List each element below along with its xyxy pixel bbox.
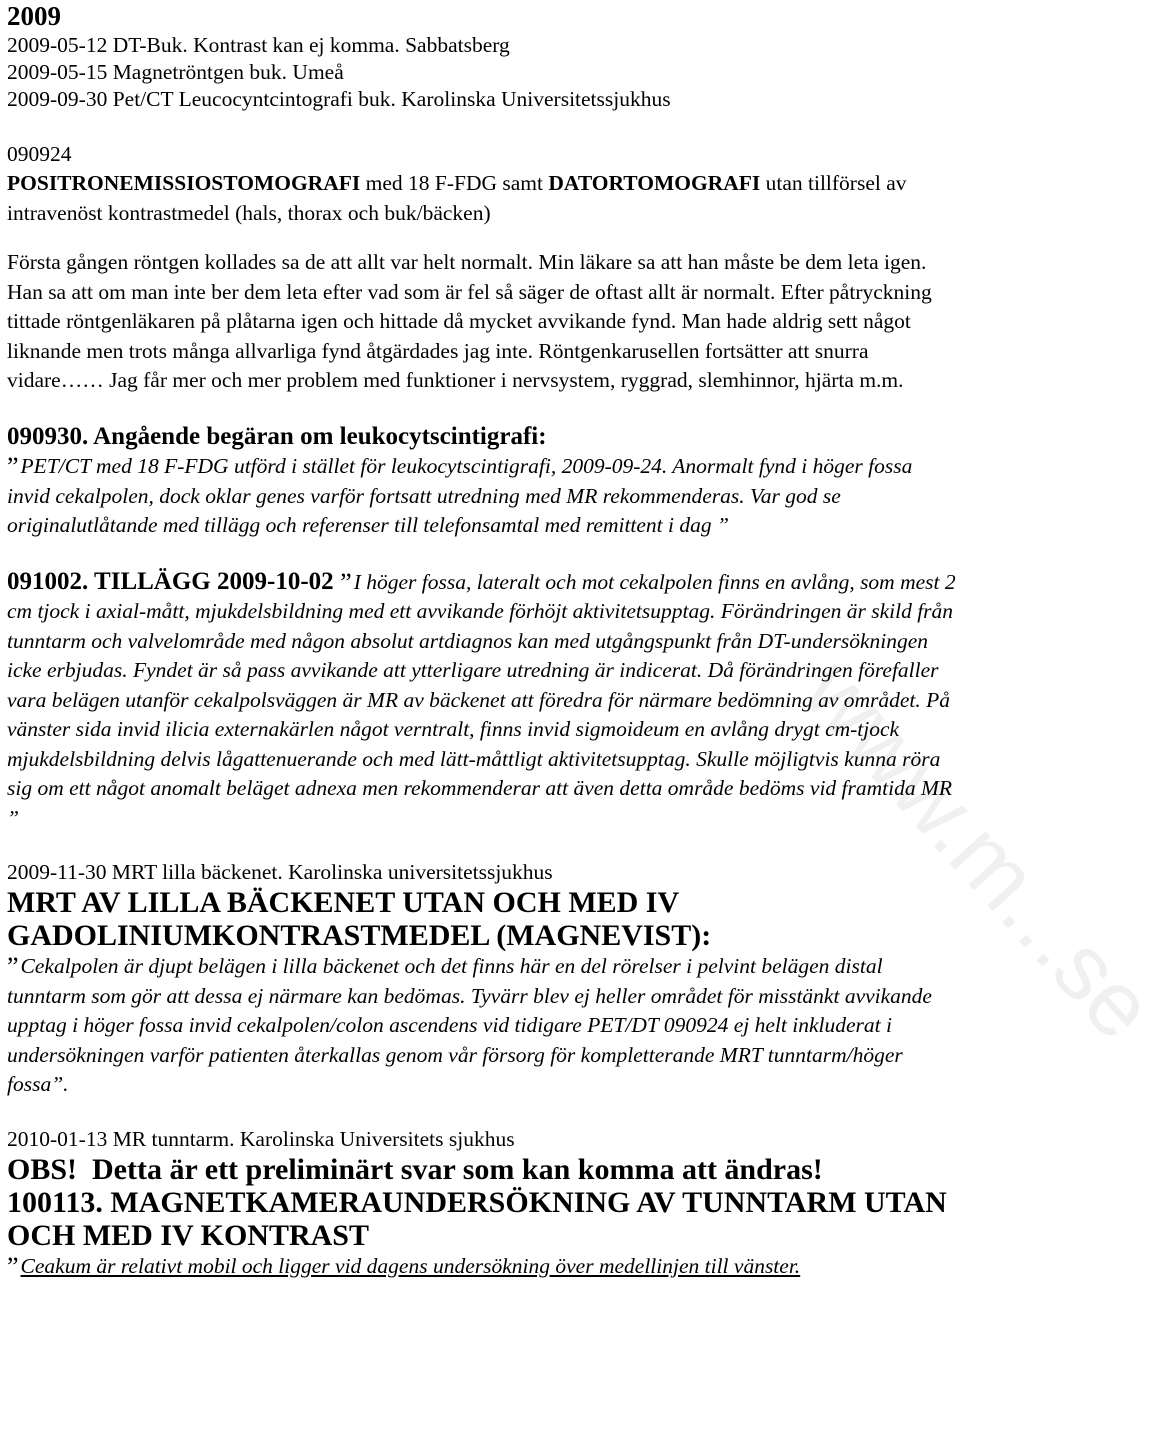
visit-line: 2009-05-12 DT-Buk. Kontrast kan ej komma. Sabbatsberg [7,33,510,57]
pet-title-4: utan tillförsel av intravenöst kontrastmedel (hals, thorax och buk/bäcken) [7,171,907,225]
leuko-section [7,422,957,541]
pet-description [7,169,957,228]
pet-date: 090924 [7,142,72,166]
leuko-heading: 090930. Angående begäran om leukocytscintigrafi: [7,422,547,450]
mrt-section [7,952,957,1100]
tillagg-section [7,567,957,834]
mrt-visit-line: 2009-11-30 MRT lilla bäckenet. Karolinska universitetssjukhus [7,860,553,884]
visit-line: 2009-09-30 Pet/CT Leucocyntcintografi buk. Karolinska Universitetssjukhus [7,87,671,111]
mrt-heading: MRT AV LILLA BÄCKENET UTAN OCH MED IV GADOLINIUMKONTRASTMEDEL (MAGNEVIST): [7,886,712,952]
mr2-heading: 100113. MAGNETKAMERAUNDERSÖKNING AV TUNNTARM UTAN OCH MED IV KONTRAST [7,1185,947,1252]
year-heading: 2009 [7,1,61,31]
quote-mark: ” [7,952,19,981]
leuko-body: PET/CT med 18 F-FDG utförd i stället för leukocytscintigrafi, 2009-09-24. Anormalt fynd i höger fossa invid cekalpolen, dock oklar genes varför fortsatt utredning med MR rekommenderas. Var god se originalutlåtande med tillägg och referenser till telefonsamtal med remittent i dag ” [7,454,913,537]
quote-mark: ” [7,1251,19,1281]
quote-mark: ” [7,452,19,481]
watermark: www.m...se [783,640,1174,1059]
pet-title-3: DATORTOMOGRAFI [548,171,761,195]
tillagg-heading: 091002. TILLÄGG 2009-10-02 [7,567,334,595]
mrt-body: Cekalpolen är djupt belägen i lilla bäckenet och det finns här en del rörelser i pelvint belägen distal tunntarm som gör att dessa ej närmare kan bedömas. Tyvärr blev ej heller området för misstänkt avvikande upptag i höger fossa invid cekalpolen/colon ascendens vid tidigare PET/DT 090924 ej helt inkluderat i undersökningen varför patienten återkallas genom vår försorg för kompletterande MRT tunntarm/höger fossa”. [7,954,932,1096]
mr2-visit-line: 2010-01-13 MR tunntarm. Karolinska Universitets sjukhus [7,1126,515,1151]
document-page [7,0,957,1281]
quote-mark: ” [333,567,352,597]
patient-commentary: Första gången röntgen kollades sa de att allt var helt normalt. Min läkare sa att han måste be dem leta igen. Han sa att om man inte ber dem leta efter vad som är fel så säger de oftast allt är normalt. Efter påtryckning tittade röntgenläkaren på plåtarna igen och hittade då mycket avvikande fynd. Man hade aldrig sett något liknande men trots många allvarliga fynd åtgärdades jag inte. Röntgenkarusellen fortsätter att snurra vidare…… Jag får mer och mer problem med funktioner i nervsystem, ryggrad, slemhinnor, hjärta m.m. [7,250,932,392]
pet-title-2: med 18 F-FDG samt [360,171,549,195]
mr2-body: Ceakum är relativt mobil och ligger vid dagens undersökning över medellinjen till vänster. [20,1253,801,1278]
pet-title-1: POSITRONEMISSIOSTOMOGRAFI [7,171,361,195]
visit-line: 2009-05-15 Magnetröntgen buk. Umeå [7,60,344,84]
tillagg-body: I höger fossa, lateralt och mot cekalpolen finns en avlång, som mest 2 cm tjock i axial-mått, mjukdelsbildning med ett avvikande förhöjt aktivitetsupptag. Förändringen är skild från tunntarm och valvelområde med någon absolut artdiagnos kan med utgångspunkt från DT-undersökningen icke erbjudas. Fyndet är så pass avvikande att ytterligare utredning är indicerat. Då förändringen förefaller vara belägen utanför cekalpolsväggen är MR av bäckenet att föredra för närmare bedömning av området. På vänster sida invid ilicia externakärlen något verntralt, finns invid sigmoideum en avlång drygt cm-tjock mjukdelsbildning delvis lågattenuerande och med lätt-måttligt aktivitetsupptag. Skulle möjligtvis kunna röra sig om ett något anomalt beläget adnexa men rekommenderar att även detta område bedöms vid framtida MR ” [7,569,956,830]
obs-notice: OBS! Detta är ett preliminärt svar som kan komma att ändras! [7,1152,823,1186]
mr2-section [7,1252,957,1282]
